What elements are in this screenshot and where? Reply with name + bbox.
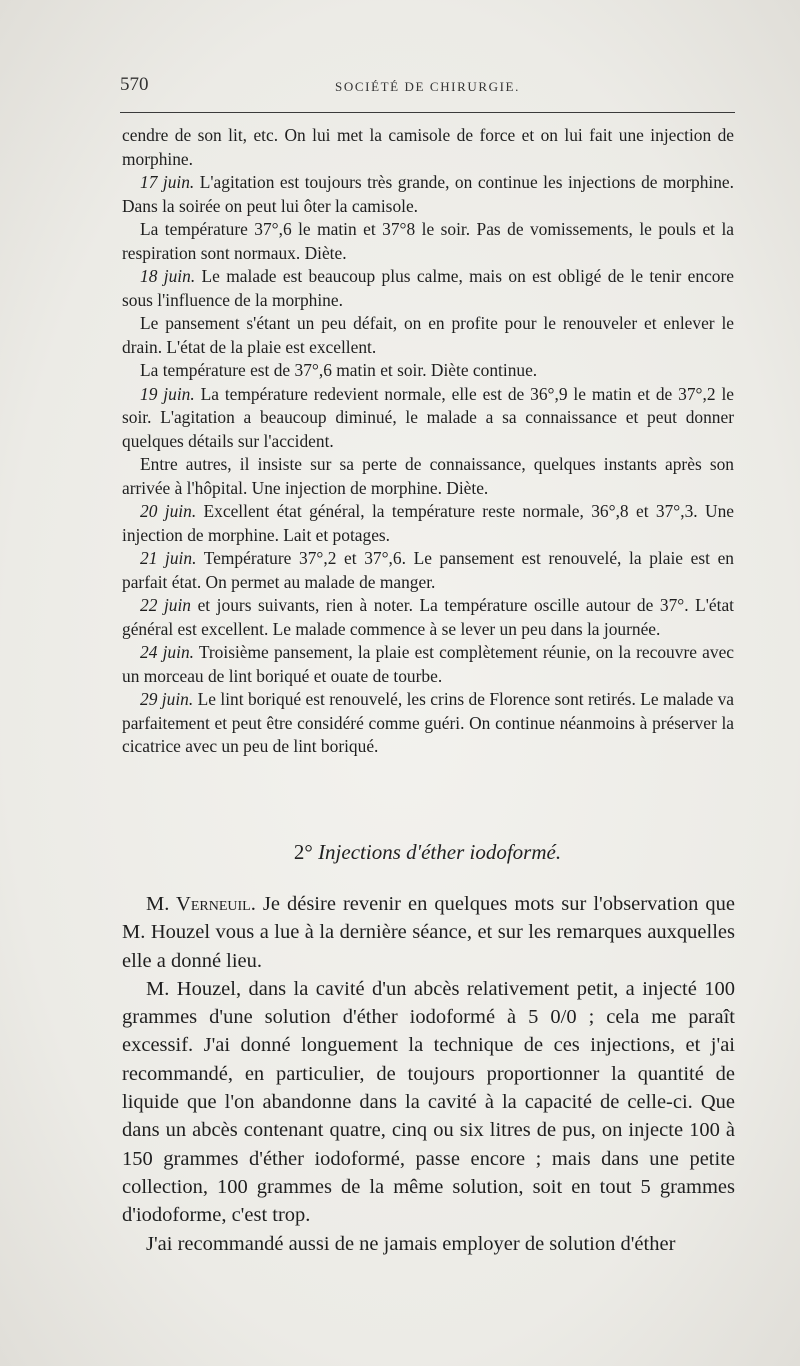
header-rule bbox=[120, 112, 735, 113]
section-heading: Injections d'éther iodoformé. bbox=[318, 840, 562, 864]
diary-paragraph bbox=[122, 641, 734, 688]
discussion-paragraph bbox=[122, 890, 735, 975]
discussion-text: M. Houzel, dans la cavité d'un abcès relativement petit, a injecté 100 grammes d'une solution d'éther iodoformé à 5 0/0 ; cela me paraît excessif. J'ai donné longuement la technique de ces injections, et j'ai recommandé, en particulier, de toujours proportionner la quantité de liquide que l'on abandonne dans la cavité à la capacité de celle-ci. Que dans un abcès contenant quatre, cinq ou six litres de pus, on injecte 100 à 150 grammes d'éther iodoformé, passe encore ; mais dans une petite collection, 100 grammes de la même solution, soit en tout 5 grammes d'iodoforme, c'est trop. bbox=[122, 977, 735, 1227]
diary-paragraph bbox=[122, 312, 734, 359]
diary-text: Température 37°,2 et 37°,6. Le pansement est renouvelé, la plaie est en parfait état. On permet au malade de manger. bbox=[122, 548, 735, 592]
diary-text: Entre autres, il insiste sur sa perte de connaissance, quelques instants après son arrivée à l'hôpital. Une injection de morphine. Diète. bbox=[122, 454, 734, 498]
diary-text: Le pansement s'étant un peu défait, on en profite pour le renouveler et enlever le drain. L'état de la plaie est excellent. bbox=[122, 313, 734, 357]
entry-date: 22 juin bbox=[140, 595, 192, 615]
page-header bbox=[120, 74, 735, 102]
running-title: SOCIÉTÉ DE CHIRURGIE. bbox=[335, 79, 520, 94]
diary-paragraph bbox=[122, 359, 734, 383]
diary-paragraph bbox=[122, 383, 734, 454]
diary-text: Excellent état général, la température reste normale, 36°,8 et 37°,3. Une injection de morphine. Lait et potages. bbox=[122, 501, 734, 545]
diary-text: Troisième pansement, la plaie est complètement réunie, on la recouvre avec un morceau de lint boriqué et ouate de tourbe. bbox=[122, 642, 735, 686]
diary-paragraph bbox=[122, 124, 734, 171]
section-title bbox=[120, 840, 735, 865]
diary-paragraph bbox=[122, 500, 734, 547]
entry-date: 19 juin. bbox=[140, 383, 195, 404]
entry-date: 24 juin. bbox=[140, 642, 194, 662]
entry-date: 20 juin. bbox=[140, 501, 197, 521]
diary-text: La température 37°,6 le matin et 37°8 le soir. Pas de vomissements, le pouls et la respiration sont normaux. Diète. bbox=[122, 219, 734, 263]
entry-date: 29 juin. bbox=[140, 689, 194, 709]
entry-date: 21 juin. bbox=[140, 548, 197, 568]
speaker-name: M. Verneuil. bbox=[146, 893, 256, 915]
diary-paragraph bbox=[122, 453, 734, 500]
discussion-paragraph bbox=[122, 975, 735, 1230]
diary-paragraph bbox=[122, 688, 734, 759]
page-number: 570 bbox=[120, 74, 149, 95]
discussion-text: J'ai recommandé aussi de ne jamais employer de solution d'éther bbox=[146, 1232, 676, 1255]
diary-paragraph bbox=[122, 171, 734, 218]
diary-paragraph bbox=[122, 547, 734, 594]
diary-paragraph bbox=[122, 218, 734, 265]
diary-paragraph bbox=[122, 594, 734, 641]
entry-date: 18 juin. bbox=[140, 266, 196, 286]
section-number: 2° bbox=[293, 840, 313, 864]
diary-text: cendre de son lit, etc. On lui met la camisole de force et on lui fait une injection de morphine. bbox=[122, 125, 734, 169]
diary-paragraph bbox=[122, 265, 734, 312]
discussion-text bbox=[122, 890, 735, 1258]
diary-text: et jours suivants, rien à noter. La température oscille autour de 37°. L'état général est excellent. Le malade commence à se lever un peu dans la journée. bbox=[122, 595, 735, 639]
diary-text: La température est de 37°,6 matin et soir. Diète continue. bbox=[140, 360, 538, 380]
diary-text: Le malade est beaucoup plus calme, mais on est obligé de le tenir encore sous l'influence de la morphine. bbox=[122, 266, 734, 310]
entry-date: 17 juin. bbox=[140, 172, 195, 192]
diary-text: L'agitation est toujours très grande, on continue les injections de morphine. Dans la soirée on peut lui ôter la camisole. bbox=[122, 172, 735, 216]
diary-text: Le lint boriqué est renouvelé, les crins de Florence sont retirés. Le malade va parfaitement et peut être considéré comme guéri. On continue néanmoins à préserver la cicatrice avec un peu de lint boriqué. bbox=[122, 689, 735, 756]
discussion-paragraph bbox=[122, 1230, 735, 1258]
diary-text: La température redevient normale, elle est de 36°,9 le matin et de 37°,2 le soir. L'agitation a beaucoup diminué, le malade a sa connaissance et peut donner quelques détails sur l'accident. bbox=[122, 383, 734, 451]
case-diary bbox=[122, 124, 734, 759]
discussion-text: Je désire revenir en quelques mots sur l'observation que M. Houzel vous a lue à la dernière séance, et sur les remarques auxquelles elle a donné lieu. bbox=[122, 893, 735, 972]
